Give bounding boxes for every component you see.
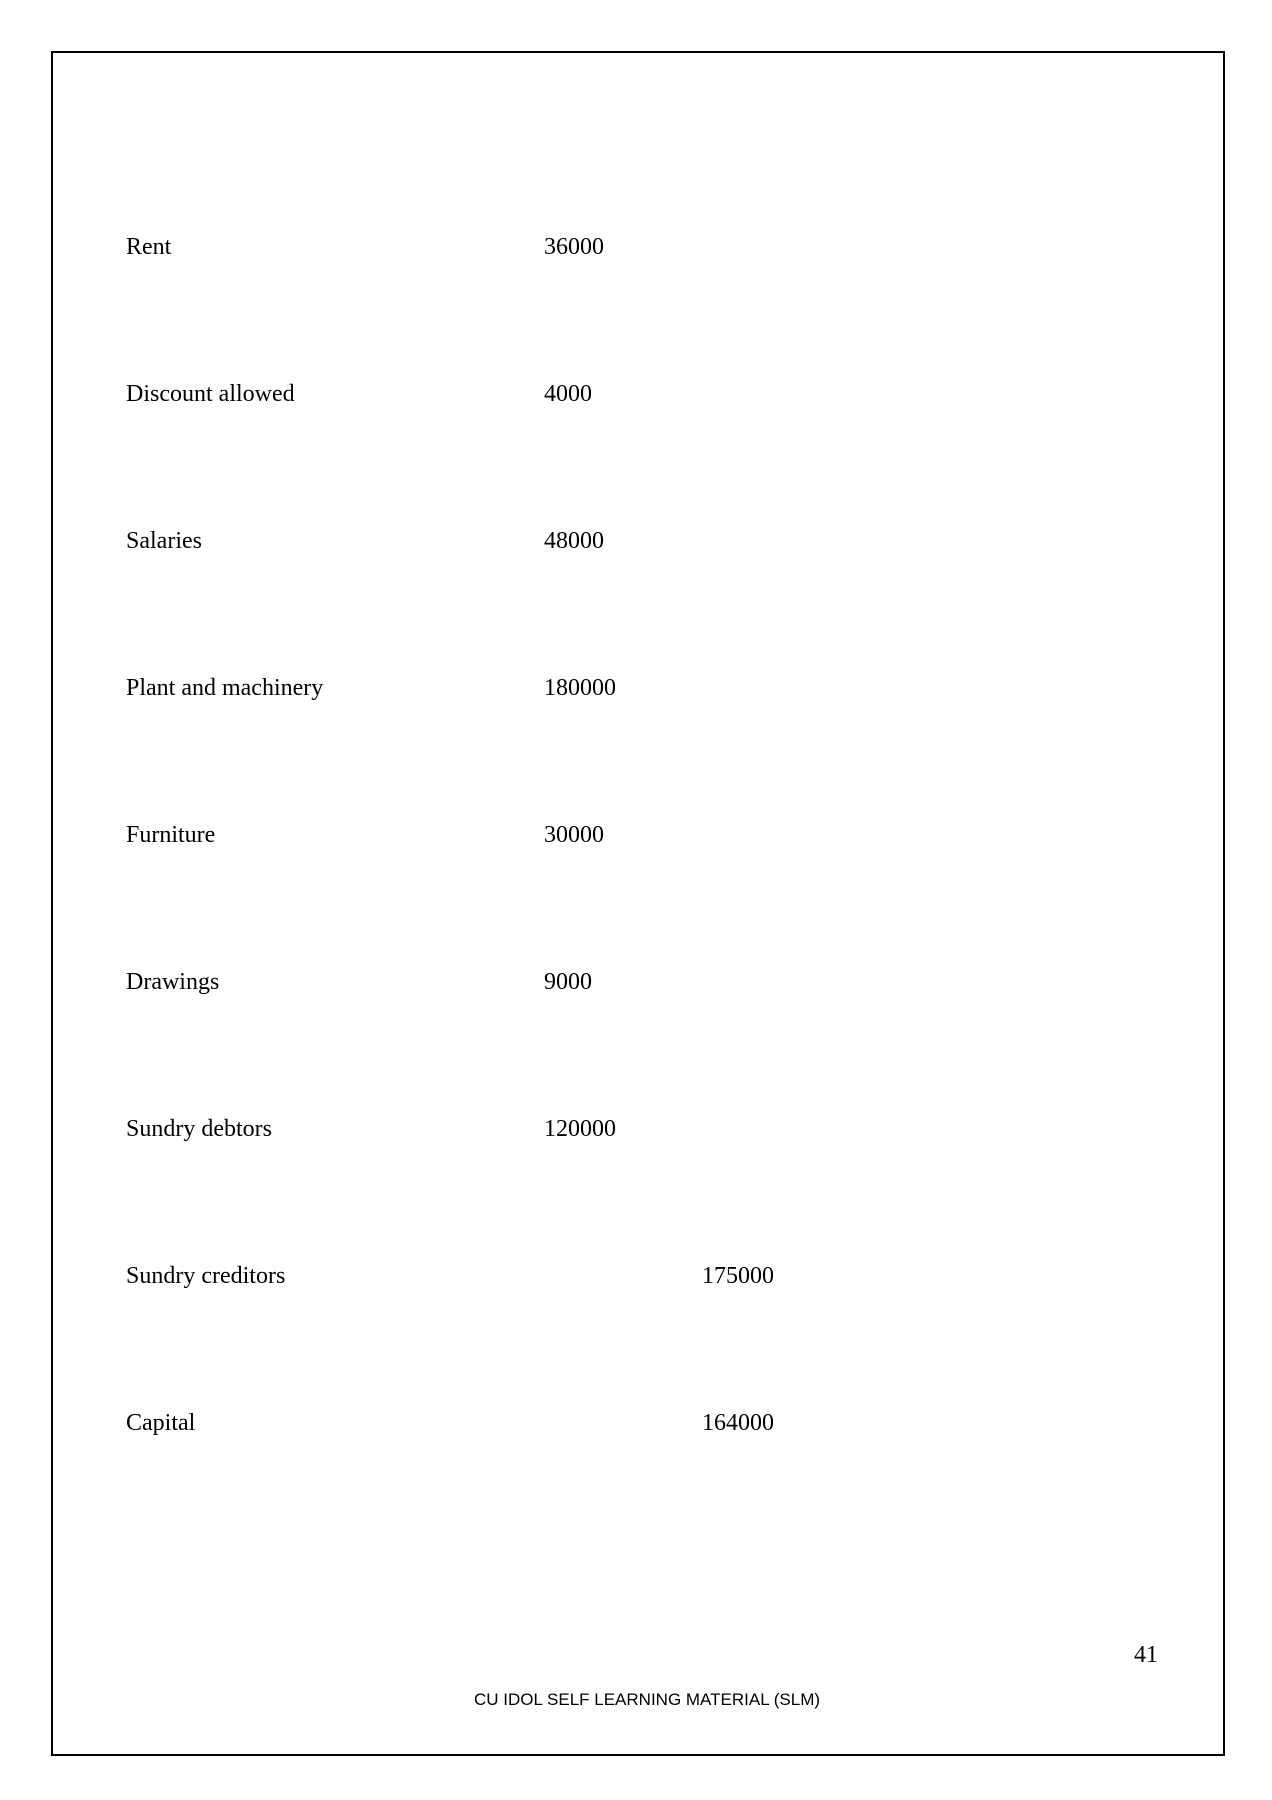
account-name: Plant and machinery — [126, 675, 324, 701]
account-name: Discount allowed — [126, 381, 295, 407]
account-name: Furniture — [126, 822, 216, 848]
page-border — [51, 51, 1225, 1756]
debit-amount: 30000 — [544, 822, 604, 848]
credit-amount: 164000 — [702, 1410, 774, 1436]
debit-amount: 180000 — [544, 675, 616, 701]
debit-amount: 120000 — [544, 1116, 616, 1142]
ledger-row-sundry-debtors — [0, 1109, 1272, 1149]
ledger-row-sundry-creditors — [0, 1256, 1272, 1296]
account-name: Capital — [126, 1410, 196, 1436]
account-name: Rent — [126, 234, 172, 260]
debit-amount: 4000 — [544, 381, 592, 407]
page-number: 41 — [1134, 1642, 1158, 1668]
footer-text: CU IDOL SELF LEARNING MATERIAL (SLM) — [473, 1690, 821, 1709]
ledger-row-rent — [0, 227, 1272, 267]
account-name: Salaries — [126, 528, 202, 554]
debit-amount: 9000 — [544, 969, 592, 995]
ledger-row-plant-and-machinery — [0, 668, 1272, 708]
account-name: Drawings — [126, 969, 220, 995]
ledger-row-furniture — [0, 815, 1272, 855]
debit-amount: 48000 — [544, 528, 604, 554]
ledger-row-discount-allowed — [0, 374, 1272, 414]
ledger-row-capital — [0, 1403, 1272, 1443]
ledger-row-salaries — [0, 521, 1272, 561]
credit-amount: 175000 — [702, 1263, 774, 1289]
account-name: Sundry debtors — [126, 1116, 272, 1142]
ledger-row-drawings — [0, 962, 1272, 1002]
account-name: Sundry creditors — [126, 1263, 286, 1289]
debit-amount: 36000 — [544, 234, 604, 260]
